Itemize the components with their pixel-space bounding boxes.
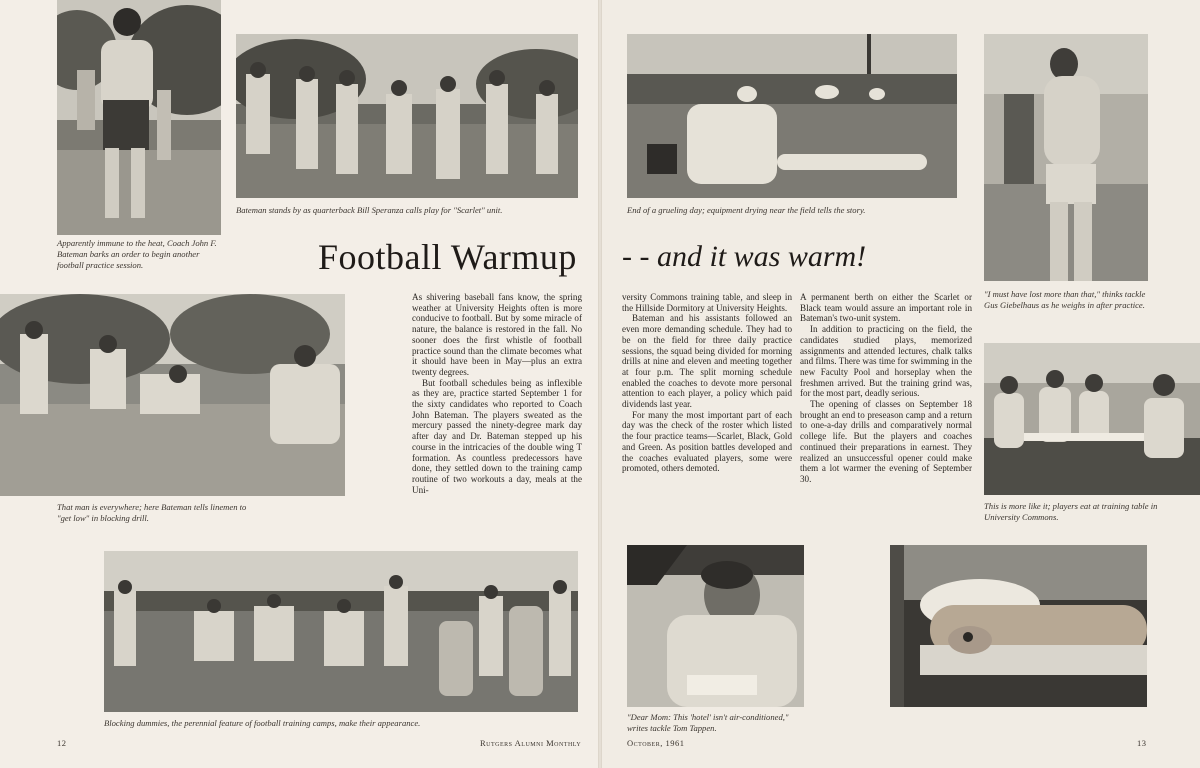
article-column-1 xyxy=(412,292,582,495)
publication-name: Rutgers Alumni Monthly xyxy=(480,738,582,748)
col3-para-1: A permanent berth on either the Scarlet or Black team would assure an important role in Bateman's two-unit system. xyxy=(800,292,972,324)
photo-coach xyxy=(57,0,221,235)
page-gutter xyxy=(598,0,602,768)
caption-dummies: Blocking dummies, the perennial feature of football training camps, make their appearance. xyxy=(104,718,421,728)
article-column-3 xyxy=(800,292,972,485)
page-number-left: 12 xyxy=(57,738,67,748)
photo-huddle xyxy=(236,34,578,198)
photo-training-table xyxy=(984,343,1200,495)
photo-letter xyxy=(627,545,804,707)
photo-sleeping xyxy=(890,545,1147,707)
photo-blocking-dummies xyxy=(104,551,578,712)
photo-equipment xyxy=(627,34,957,198)
caption-huddle: Bateman stands by as quarterback Bill Speranza calls play for "Scarlet" unit. xyxy=(236,205,503,215)
caption-letter: "Dear Mom: This 'hotel' isn't air-conditioned," writes tackle Tom Tappen. xyxy=(627,712,789,733)
col2-para-3: For many the most important part of each day was the check of the roster which listed the four practice teams—Scarlet, Black, Gold and Green. As position battles developed and the coaches evaluated players, some were promoted, others demoted. xyxy=(622,409,792,474)
col1-para-1: As shivering baseball fans know, the spring weather at University Heights often is more conducive to football. But by some miracle of nature, the balance is restored in the fall. No sooner does the first whistle of football practice sound than the climate becomes what it should have been in May—plus an extra twenty degrees. xyxy=(412,292,582,377)
caption-weigh: "I must have lost more than that," thinks tackle Gus Giebelhaus as he weighs in after practice. xyxy=(984,289,1146,310)
caption-coach: Apparently immune to the heat, Coach John F. Bateman barks an order to begin another football practice session. xyxy=(57,238,217,270)
photo-weigh-in xyxy=(984,34,1148,281)
page-number-right: 13 xyxy=(1137,738,1147,748)
caption-blocking: That man is everywhere; here Bateman tells linemen to "get low" in blocking drill. xyxy=(57,502,247,523)
photo-blocking-drill xyxy=(0,294,345,496)
issue-date: October, 1961 xyxy=(627,738,685,748)
col3-para-3: The opening of classes on September 18 brought an end to preseason camp and a return to one-a-day drills and comparatively normal college life. But the players and coaches continued their preparations in earnest. They realized an unsuccessful opener could make them a lot warmer the evening of September 30. xyxy=(800,399,972,484)
caption-equipment: End of a grueling day; equipment drying near the field tells the story. xyxy=(627,205,866,215)
col1-para-2: But football schedules being as inflexible as they are, practice started September 1 for the sixty candidates who reported to Coach John Bateman. The players sweated as the mercury passed the ninety-degree mark day after day and Dr. Bateman stepped up his course in the intricacies of the double wing T formation. As countless predecessors have done, they settled down to the training camp routine of two workouts a day, meals at the Uni- xyxy=(412,377,582,495)
col2-para-1: versity Commons training table, and sleep in the Hillside Dormitory at University Heights. xyxy=(622,292,792,313)
caption-training-table: This is more like it; players eat at training table in University Commons. xyxy=(984,501,1158,522)
col2-para-2: Bateman and his assistants followed an even more demanding schedule. They had to be on the field for three daily practice sessions, the squad being divided for morning drills at nine and eleven and meeting together at four p.m. The split morning schedule enabled the coaches to devote more personal attention to each player, a policy which paid dividends last year. xyxy=(622,313,792,410)
article-column-2 xyxy=(622,292,792,474)
col3-para-2: In addition to practicing on the field, the candidates studied plays, memorized assignments and attended lectures, chalk talks and films. There was time for swimming in the new Faculty Pool and horseplay when the freshmen arrived. But the training grind was, for the most part, deadly serious. xyxy=(800,324,972,399)
article-subhead: - - and it was warm! xyxy=(622,240,867,273)
article-headline: Football Warmup xyxy=(318,237,577,277)
